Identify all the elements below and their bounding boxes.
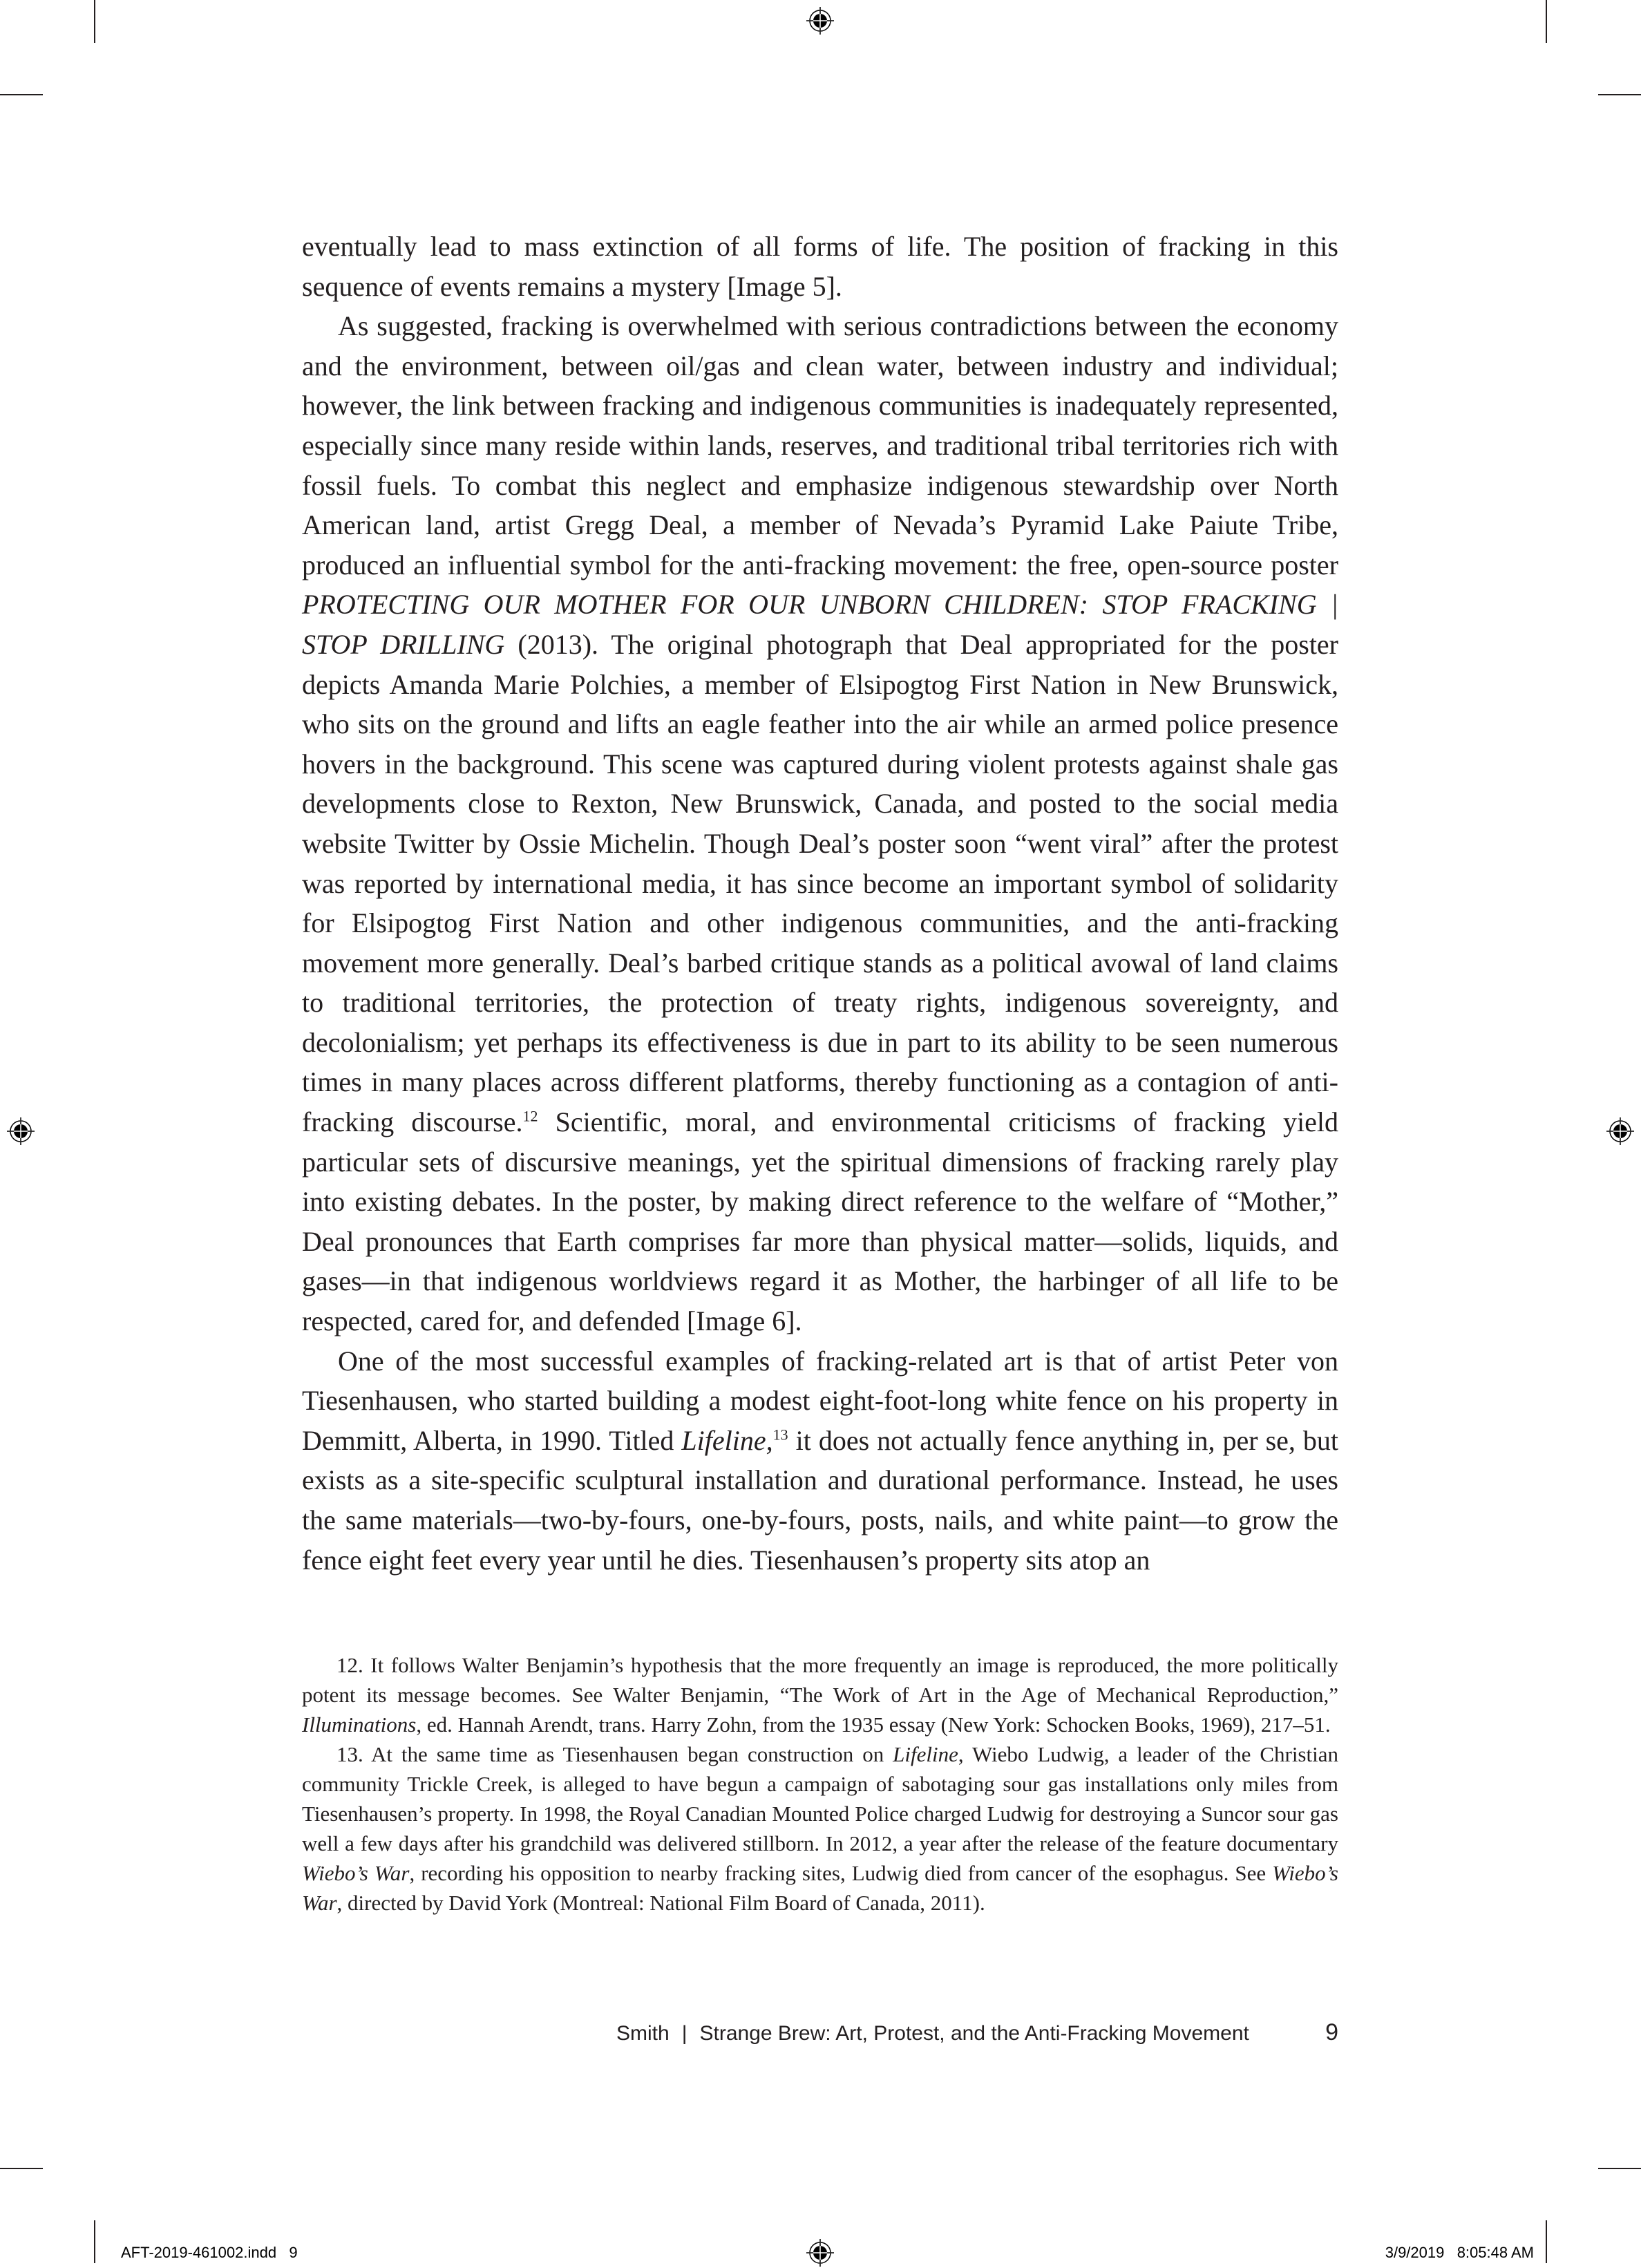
crop-mark-icon bbox=[1546, 2220, 1547, 2263]
italic-title: Lifeline bbox=[893, 1742, 958, 1766]
crop-mark-icon bbox=[1598, 2168, 1641, 2169]
footnote-13 bbox=[302, 1739, 1338, 1918]
footnote-ref: 13 bbox=[772, 1426, 788, 1444]
page-number: 9 bbox=[1325, 2019, 1338, 2045]
crop-mark-icon bbox=[94, 2220, 95, 2263]
running-footer bbox=[616, 2019, 1338, 2046]
italic-title: Wiebo’s War bbox=[302, 1861, 1339, 1915]
footer-title: Strange Brew: Art, Protest, and the Anti-Fracking Movement bbox=[699, 2022, 1249, 2045]
text-run: , ed. Hannah Arendt, trans. Harry Zohn, from the 1935 essay (New York: Schocken Books, 1969), 217–51. bbox=[416, 1712, 1331, 1737]
crop-mark-icon bbox=[94, 0, 95, 43]
crop-mark-icon bbox=[1598, 94, 1641, 95]
body-paragraph bbox=[302, 1341, 1338, 1580]
text-run: eventually lead to mass extinction of all forms of life. The position of fracking in this sequence of events remains a mystery [Image 5]. bbox=[302, 231, 1338, 302]
body-paragraph bbox=[302, 306, 1338, 1341]
registration-mark-icon bbox=[805, 2238, 835, 2268]
registration-mark-icon bbox=[805, 6, 835, 36]
text-run: 13. At the same time as Tiesenhausen began construction on bbox=[336, 1742, 893, 1766]
italic-title: Lifeline, bbox=[681, 1424, 773, 1456]
footnotes bbox=[302, 1650, 1338, 1918]
italic-title: Illuminations bbox=[302, 1712, 417, 1737]
text-run: it does not actually fence anything in, per se, but exists as a site-specific sculptural installation and durational performance. Instead, he uses the same materials—two-by-fours, one-by-fours, posts, nails, and white paint—to grow the fence eight feet every year until he dies. Tiesenhausen’s property sits atop an bbox=[302, 1424, 1339, 1576]
text-run: , directed by David York (Montreal: National Film Board of Canada, 2011). bbox=[336, 1891, 985, 1915]
registration-mark-icon bbox=[6, 1116, 36, 1146]
slug-timestamp: 3/9/2019 8:05:48 AM bbox=[1385, 2244, 1534, 2261]
text-run: Scientific, moral, and environmental criticisms of fracking yield particular sets of discursive meanings, yet the spiritual dimensions of fracking rarely play into existing debates. In the poster, by making direct reference to the welfare of “Mother,” Deal pronounces that Earth comprises far more than physical matter—solids, liquids, and gases—in that indigenous worldviews regard it as Mother, the harbinger of all life to be respected, cared for, and defended [Image 6]. bbox=[302, 1106, 1338, 1337]
slug-file-name: AFT-2019-461002.indd 9 bbox=[121, 2244, 298, 2261]
text-run: 12. It follows Walter Benjamin’s hypothesis that the more frequently an image is reproduced, the more politically potent its message becomes. See Walter Benjamin, “The Work of Art in the Age of Mechanical Reproduction,” bbox=[302, 1653, 1338, 1707]
footer-separator: | bbox=[681, 2022, 687, 2045]
text-run: (2013). The original photograph that Deal appropriated for the poster depicts Amanda Marie Polchies, a member of Elsipogtog First Nation in New Brunswick, who sits on the ground and lifts an eagle feather into the air while an armed police presence hovers in the background. This scene was captured during violent protests against shale gas developments close to Rexton, New Brunswick, Canada, and posted to the social media website Twitter by Ossie Michelin. Though Deal’s poster soon “went viral” after the protest was reported by international media, it has since become an important symbol of solidarity for Elsipogtog First Nation and other indigenous communities, and the anti-fracking movement more generally. Deal’s barbed critique stands as a political avowal of land claims to traditional territories, the protection of treaty rights, indigenous sovereignty, and decolonialism; yet perhaps its effectiveness is due in part to its ability to be seen numerous times in many places across different platforms, thereby functioning as a contagion of anti-fracking discourse. bbox=[302, 628, 1339, 1138]
body-text bbox=[302, 227, 1338, 1580]
italic-title: Wiebo’s War bbox=[302, 1861, 410, 1885]
crop-mark-icon bbox=[1546, 0, 1547, 43]
text-run: As suggested, fracking is overwhelmed with serious contradictions between the economy and the environment, between oil/gas and clean water, between industry and individual; however, the link between fracking and indigenous communities is inadequately represented, especially since many reside within lands, reserves, and traditional tribal territories rich with fossil fuels. To combat this neglect and emphasize indigenous stewardship over North American land, artist Gregg Deal, a member of Nevada’s Pyramid Lake Paiute Tribe, produced an influential symbol for the anti-fracking movement: the free, open-source poster bbox=[302, 310, 1338, 580]
footnote-12 bbox=[302, 1650, 1338, 1739]
crop-mark-icon bbox=[0, 2168, 43, 2169]
italic-title: PROTECTING OUR MOTHER FOR OUR UNBORN CHILDREN: STOP FRACKING | STOP DRILLING bbox=[302, 589, 1338, 660]
text-run: , recording his opposition to nearby fracking sites, Ludwig died from cancer of the esophagus. See bbox=[409, 1861, 1273, 1885]
registration-mark-icon bbox=[1605, 1116, 1635, 1146]
crop-mark-icon bbox=[0, 94, 43, 95]
text-run: , Wiebo Ludwig, a leader of the Christian community Trickle Creek, is alleged to have begun a campaign of sabotaging sour gas installations only miles from Tiesenhausen’s property. In 1998, the Royal Canadian Mounted Police charged Ludwig for destroying a Suncor sour gas well a few days after his grandchild was delivered stillborn. In 2012, a year after the release of the feature documentary bbox=[302, 1742, 1338, 1855]
text-run: One of the most successful examples of fracking-related art is that of artist Peter von Tiesenhausen, who started building a modest eight-foot-long white fence on his property in Demmitt, Alberta, in 1990. Titled bbox=[302, 1345, 1338, 1456]
footnote-ref: 12 bbox=[522, 1107, 538, 1125]
body-paragraph bbox=[302, 227, 1338, 306]
footer-author: Smith bbox=[616, 2022, 670, 2045]
